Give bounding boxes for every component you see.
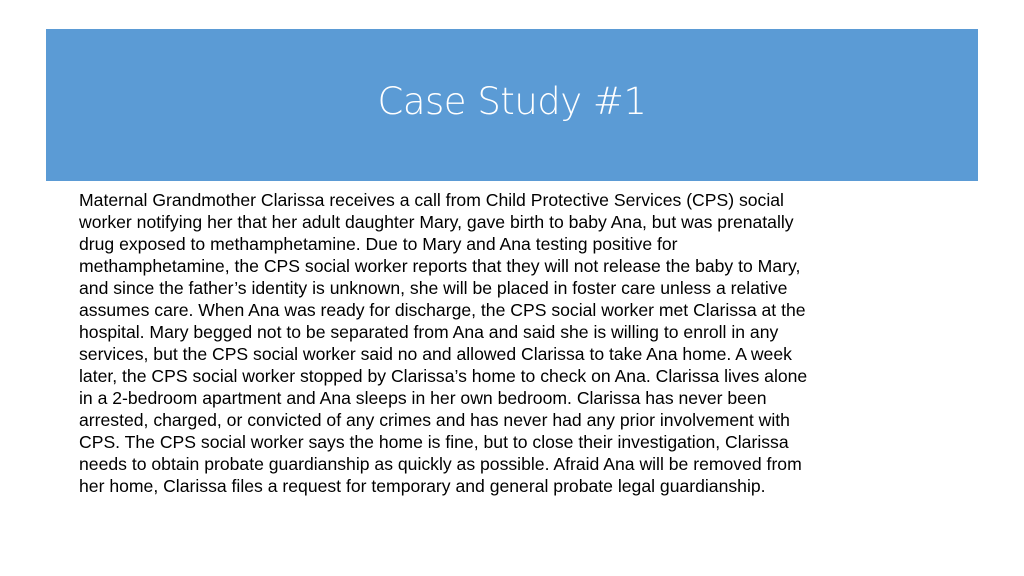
body-line: assumes care. When Ana was ready for discharge, the CPS social worker met Clarissa at the xyxy=(79,300,806,320)
body-line: worker notifying her that her adult daughter Mary, gave birth to baby Ana, but was prenatally xyxy=(79,212,794,232)
case-study-body xyxy=(79,189,959,497)
body-line: CPS. The CPS social worker says the home is fine, but to close their investigation, Clarissa xyxy=(79,432,789,452)
body-line: arrested, charged, or convicted of any crimes and has never had any prior involvement with xyxy=(79,410,790,430)
body-line: in a 2-bedroom apartment and Ana sleeps in her own bedroom. Clarissa has never been xyxy=(79,388,767,408)
body-line: later, the CPS social worker stopped by Clarissa’s home to check on Ana. Clarissa lives alone xyxy=(79,366,808,386)
body-line: services, but the CPS social worker said no and allowed Clarissa to take Ana home. A week xyxy=(79,344,792,364)
body-line: hospital. Mary begged not to be separated from Ana and said she is willing to enroll in any xyxy=(79,322,779,342)
body-line: drug exposed to methamphetamine. Due to Mary and Ana testing positive for xyxy=(79,234,678,254)
body-line: her home, Clarissa files a request for temporary and general probate legal guardianship. xyxy=(79,476,766,496)
body-line: methamphetamine, the CPS social worker reports that they will not release the baby to Mary, xyxy=(79,256,801,276)
title-banner xyxy=(46,29,978,181)
body-line: and since the father’s identity is unknown, she will be placed in foster care unless a relative xyxy=(79,278,788,298)
slide-title: Case Study #1 xyxy=(377,79,647,123)
body-line: Maternal Grandmother Clarissa receives a call from Child Protective Services (CPS) social xyxy=(79,190,784,210)
body-line: needs to obtain probate guardianship as quickly as possible. Afraid Ana will be removed from xyxy=(79,454,802,474)
